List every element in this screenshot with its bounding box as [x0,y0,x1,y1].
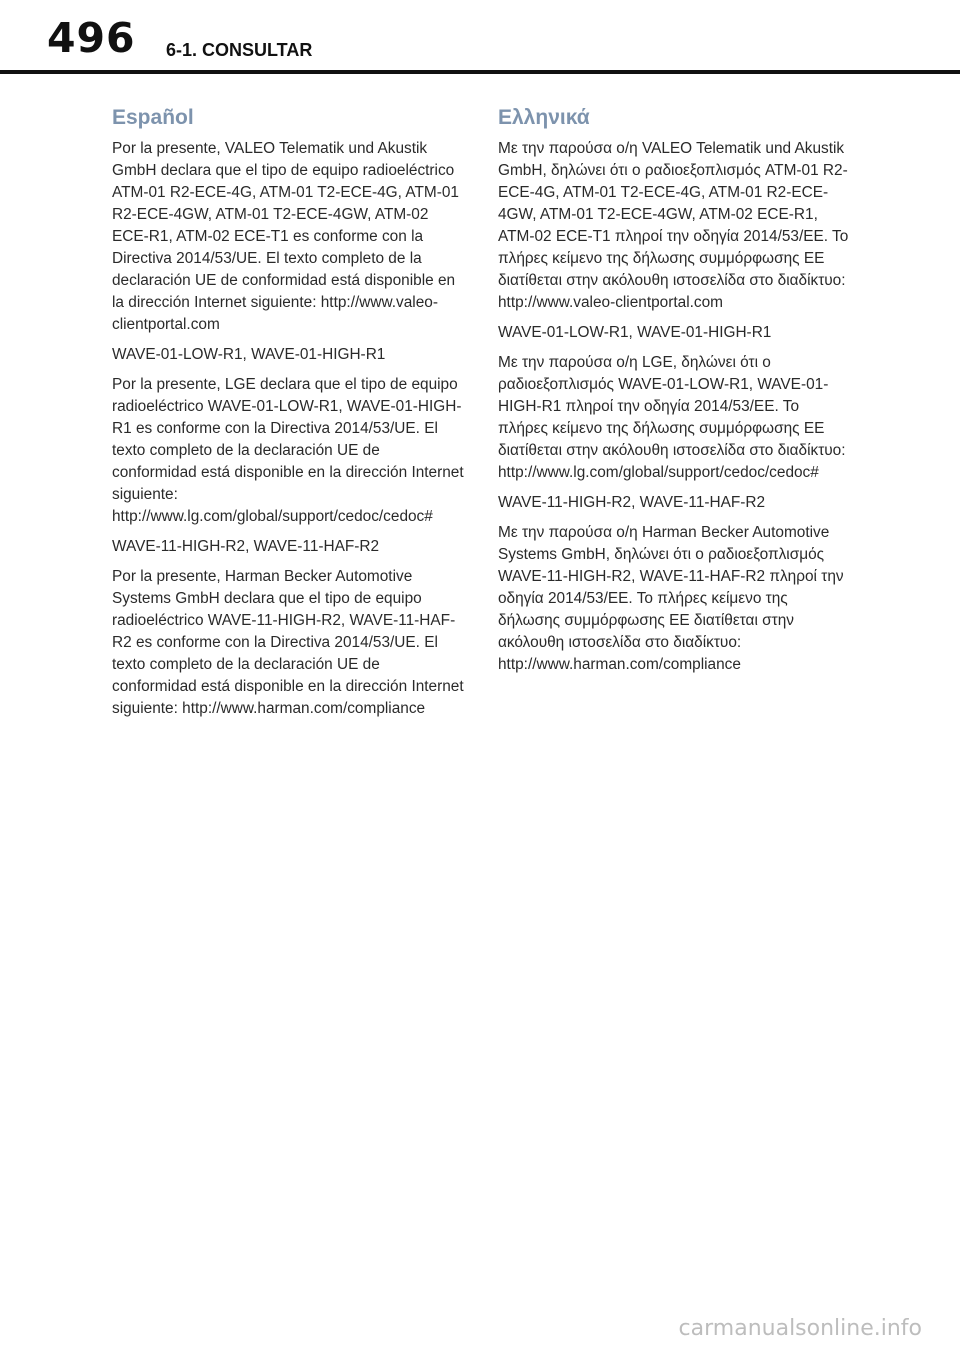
page-number: 496 [47,14,136,62]
header-rule [0,70,960,74]
page-header [0,0,960,82]
greek-column [498,104,850,684]
spanish-paragraph-harman: Por la presente, Harman Becker Automotive Systems GmbH declara que el tipo de equipo radioeléctrico WAVE-11-HIGH-R2, WAVE-11-HAF-R2 es conforme con la Directiva 2014/53/UE. El texto completo de la declaración UE de conformidad está disponible en la dirección Internet siguiente: http://www.harman.com/compliance [112,568,464,717]
greek-models-wave-01: WAVE-01-LOW-R1, WAVE-01-HIGH-R1 [498,324,772,341]
spanish-paragraph-lge: Por la presente, LGE declara que el tipo de equipo radioeléctrico WAVE-01-LOW-R1, WAVE-01-HIGH-R1 es conforme con la Directiva 2014/53/UE. El texto completo de la declaración UE de conformidad está disponible en la dirección Internet siguiente: http://www.lg.com/global/support/cedoc/cedoc# [112,376,464,525]
footer-watermark: carmanualsonline.info [678,1316,922,1341]
greek-paragraph-valeo: Με την παρούσα ο/η VALEO Telematik und Akustik GmbH, δηλώνει ότι ο ραδιοεξοπλισμός ATM-01 R2-ECE-4G, ATM-01 T2-ECE-4G, ATM-01 R2-ECE-4GW, ATM-01 T2-ECE-4GW, ATM-02 ECE-R1, ATM-02 ECE-T1 πληροί την οδηγία 2014/53/ΕΕ. Το πλήρες κείμενο της δήλωσης συμμόρφωσης ΕΕ διατίθεται στην ακόλουθη ιστοσελίδα στο διαδίκτυο: http://www.valeo-clientportal.com [498,140,849,311]
greek-paragraph-harman: Με την παρούσα ο/η Harman Becker Automotive Systems GmbH, δηλώνει ότι ο ραδιοεξοπλισμός WAVE-11-HIGH-R2, WAVE-11-HAF-R2 πληροί την οδηγία 2014/53/ΕΕ. Το πλήρες κείμενο της δήλωσης συμμόρφωσης ΕΕ διατίθεται στην ακόλουθη ιστοσελίδα στο διαδίκτυο: http://www.harman.com/compliance [498,524,844,673]
greek-heading: Ελληνικά [498,106,590,129]
spanish-heading: Español [112,106,194,129]
spanish-models-wave-11: WAVE-11-HIGH-R2, WAVE-11-HAF-R2 [112,538,380,555]
spanish-paragraph-valeo: Por la presente, VALEO Telematik und Akustik GmbH declara que el tipo de equipo radioeléctrico ATM-01 R2-ECE-4G, ATM-01 T2-ECE-4G, ATM-01 R2-ECE-4GW, ATM-01 T2-ECE-4GW, ATM-02 ECE-R1, ATM-02 ECE-T1 es conforme con la Directiva 2014/53/UE. El texto completo de la declaración UE de conformidad está disponible en la dirección Internet siguiente: http://www.valeo-clientportal.com [112,140,459,333]
greek-paragraph-lge: Με την παρούσα ο/η LGE, δηλώνει ότι ο ραδιοεξοπλισμός WAVE-01-LOW-R1, WAVE-01-HIGH-R1 πληροί την οδηγία 2014/53/ΕΕ. Το πλήρες κείμενο της δήλωσης συμμόρφωσης ΕΕ διατίθεται στην ακόλουθη ιστοσελίδα στο διαδίκτυο: http://www.lg.com/global/support/cedoc/cedoc# [498,354,846,481]
spanish-column [112,104,464,728]
section-title: 6-1. CONSULTAR [166,40,313,60]
greek-models-wave-11: WAVE-11-HIGH-R2, WAVE-11-HAF-R2 [498,494,766,511]
spanish-models-wave-01: WAVE-01-LOW-R1, WAVE-01-HIGH-R1 [112,346,386,363]
